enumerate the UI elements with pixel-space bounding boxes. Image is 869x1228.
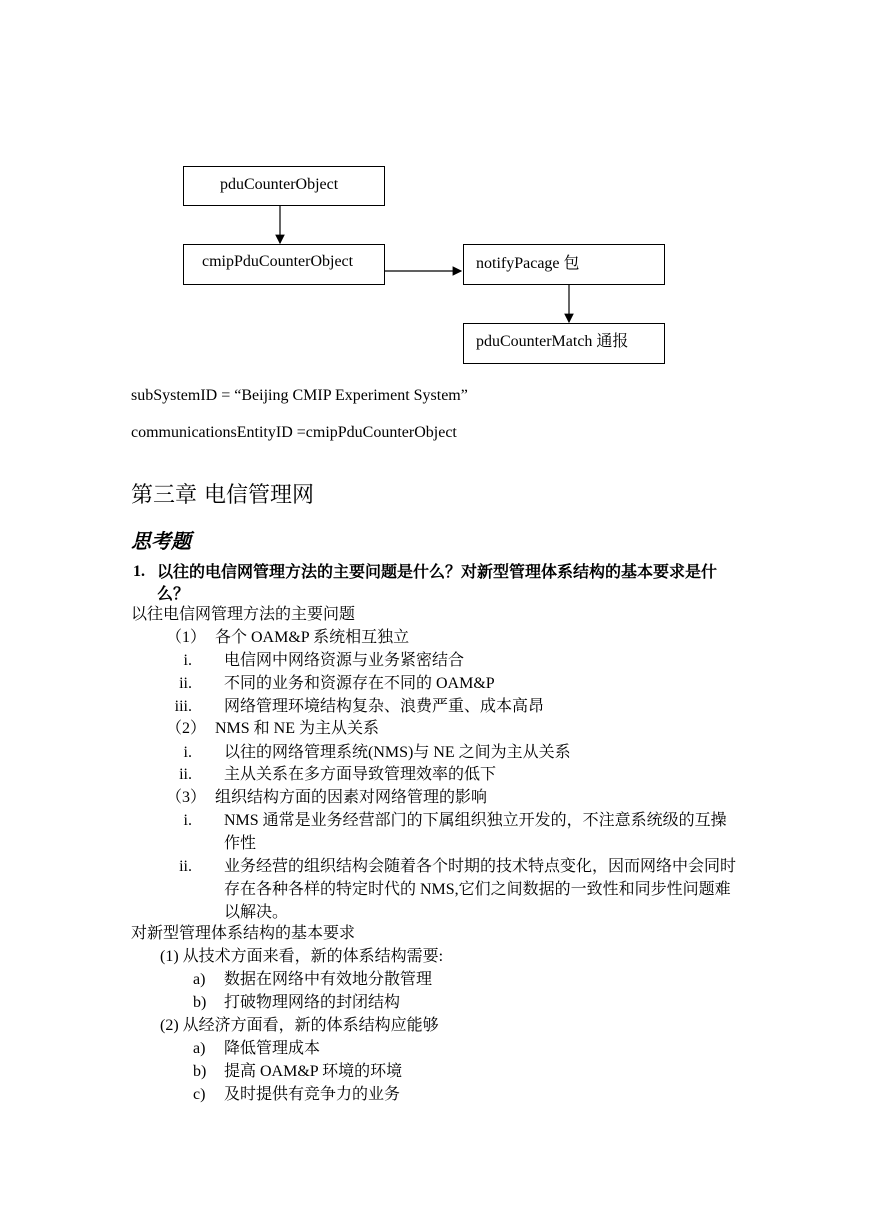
point-2-item-2-num: ii. — [179, 766, 192, 783]
requirement-2-item-c-num: c) — [193, 1086, 206, 1103]
point-3-title: 组织结构方面的因素对网络管理的影响 — [215, 789, 488, 806]
requirement-1: (1) 从技术方面来看，新的体系结构需要: — [160, 948, 444, 965]
diagram-box-notify-package — [463, 244, 665, 285]
box-label: cmipPduCounterObject — [202, 253, 354, 270]
point-1-label: （1） — [166, 629, 207, 646]
requirement-2-item-c-text: 及时提供有竞争力的业务 — [224, 1086, 401, 1103]
point-3-item-2-text: 业务经营的组织结构会随着各个时期的技术特点变化，因而网络中会同时存在各种各样的特定时代的 NMS,它们之间数据的一致性和同步性问题难以解决。 — [224, 858, 737, 921]
section-title: 思考题 — [131, 531, 191, 553]
point-2-item-1-num: i. — [183, 744, 192, 761]
point-1-item-1-num: i. — [183, 652, 192, 669]
point-2-label: （2） — [166, 720, 207, 737]
answer-intro: 以往电信网管理方法的主要问题 — [131, 606, 356, 623]
requirement-2-item-b-num: b) — [193, 1063, 207, 1080]
diagram-box-pdu-counter-object — [183, 166, 385, 206]
diagram-connectors — [0, 0, 869, 400]
question-text: 以往的电信网管理方法的主要问题是什么？对新型管理体系结构的基本要求是什么？ — [157, 564, 718, 603]
point-3-item-1-text: NMS 通常是业务经营部门的下属组织独立开发的，不注意系统级的互操作性 — [224, 812, 727, 852]
box-label: pduCounterMatch 通报 — [476, 333, 629, 350]
requirement-1-item-a-num: a) — [193, 971, 206, 988]
requirement-2: (2) 从经济方面看，新的体系结构应能够 — [160, 1017, 439, 1034]
requirement-2-item-a-text: 降低管理成本 — [224, 1040, 321, 1057]
point-3-label: （3） — [166, 789, 207, 806]
point-1-item-2-num: ii. — [179, 675, 192, 692]
requirement-1-item-b-num: b) — [193, 994, 207, 1011]
box-label: pduCounterObject — [220, 176, 339, 193]
communications-entity-id-line: communicationsEntityID =cmipPduCounterObject — [131, 424, 457, 441]
diagram-box-cmip-pdu-counter-object — [183, 244, 385, 285]
point-2-item-2-text: 主从关系在多方面导致管理效率的低下 — [224, 766, 497, 783]
point-1-item-2-text: 不同的业务和资源存在不同的 OAM&P — [224, 675, 495, 692]
subsystem-id-line: subSystemID = “Beijing CMIP Experiment System” — [131, 387, 468, 404]
question-number: 1. — [133, 563, 145, 580]
point-1-title: 各个 OAM&P 系统相互独立 — [215, 629, 410, 646]
requirement-2-item-b-text: 提高 OAM&P 环境的环境 — [224, 1063, 403, 1080]
chapter-title: 第三章 电信管理网 — [131, 483, 314, 508]
point-2-item-1-text: 以往的网络管理系统(NMS)与 NE 之间为主从关系 — [224, 744, 571, 761]
point-3-item-2-num: ii. — [179, 858, 192, 875]
point-1-item-3-num: iii. — [174, 698, 192, 715]
requirement-2-item-a-num: a) — [193, 1040, 206, 1057]
point-2-title: NMS 和 NE 为主从关系 — [215, 720, 380, 737]
point-3-item-1-num: i. — [183, 812, 192, 829]
point-1-item-1-text: 电信网中网络资源与业务紧密结合 — [224, 652, 465, 669]
requirement-1-item-a-text: 数据在网络中有效地分散管理 — [224, 971, 433, 988]
point-1-item-3-text: 网络管理环境结构复杂、浪费严重、成本高昂 — [224, 698, 545, 715]
requirements-intro: 对新型管理体系结构的基本要求 — [131, 925, 356, 942]
diagram-box-pdu-counter-match — [463, 323, 665, 364]
box-label: notifyPacage 包 — [476, 255, 580, 272]
requirement-1-item-b-text: 打破物理网络的封闭结构 — [224, 994, 401, 1011]
